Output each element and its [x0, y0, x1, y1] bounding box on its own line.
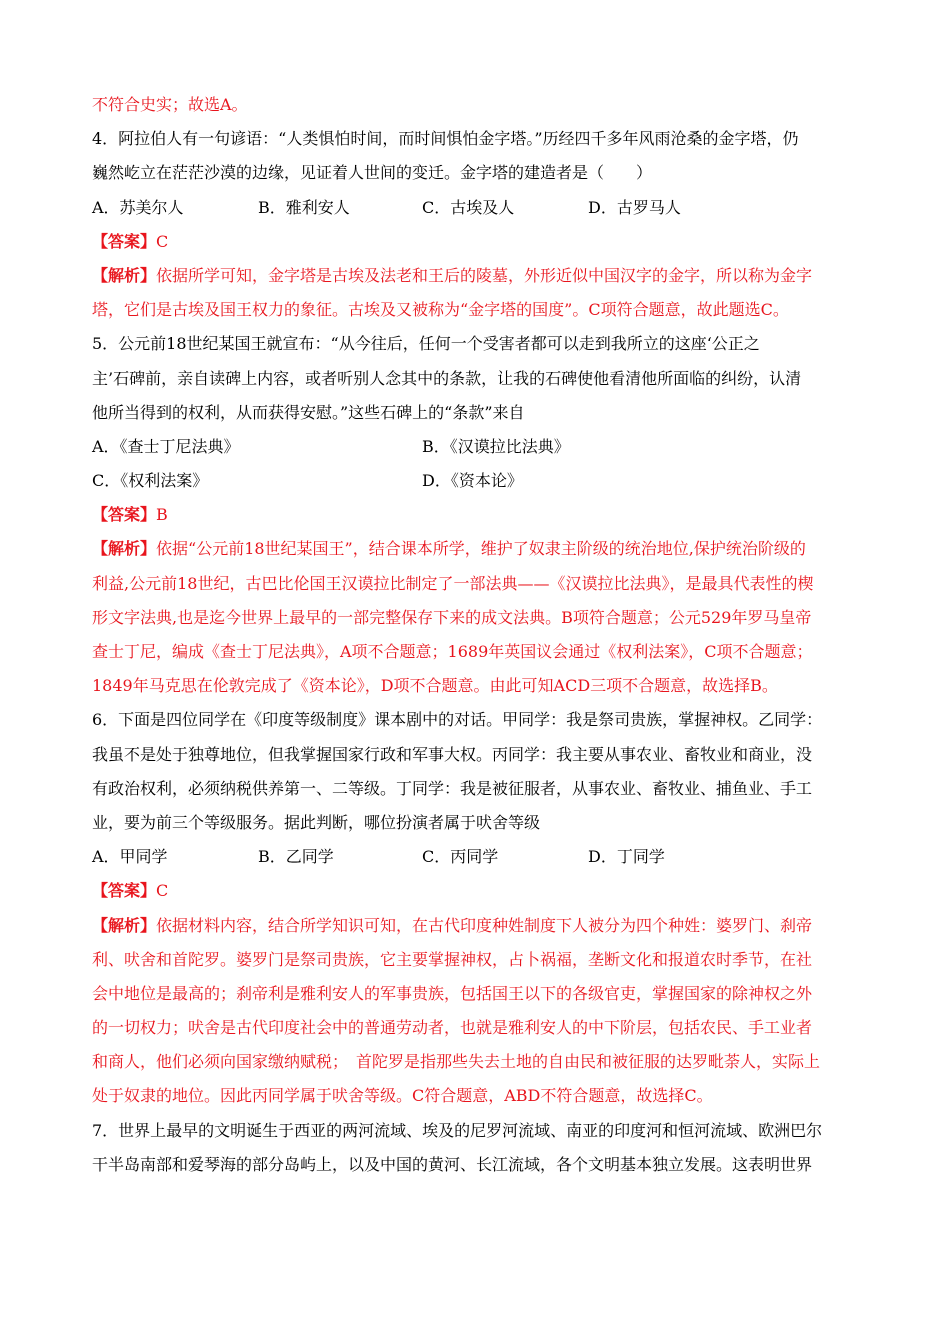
question-stem-line: 有政治权利，必须纳税供养第一、二等级。丁同学：我是被征服者，从事农业、畜牧业、捕鱼业、手工: [92, 778, 813, 798]
analysis-line: 利、吠舍和首陀罗。婆罗门是祭司贵族，它主要掌握神权，占卜祸福，垄断文化和报道农时季节，在社: [92, 949, 813, 969]
answer-tag: 【答案】: [92, 505, 157, 525]
option-d: D．《资本论》: [422, 471, 523, 491]
analysis-tag: 【解析】: [92, 265, 157, 285]
option-c: C．古埃及人: [422, 197, 515, 217]
answer-line: [92, 225, 858, 259]
analysis-line: 利益,公元前18世纪，古巴比伦国王汉谟拉比制定了一部法典——《汉谟拉比法典》，是最具代表性的楔: [92, 573, 814, 593]
option-d: D．丁同学: [588, 847, 665, 867]
answer-line: [92, 874, 858, 908]
analysis-text: 依据“公元前18世纪某国王”，结合课本所学，维护了奴隶主阶级的统治地位,保护统治阶级的: [156, 539, 806, 559]
options-row: [92, 191, 858, 225]
option-a: A．苏美尔人: [92, 197, 184, 217]
answer-value: B: [156, 505, 168, 525]
analysis-line: 会中地位是最高的；刹帝利是雅利安人的军事贵族，包括国王以下的各级官吏，掌握国家的除神权之外: [92, 983, 813, 1003]
option-d: D．古罗马人: [588, 197, 681, 217]
option-a: A．甲同学: [92, 847, 168, 867]
question-stem-line: 干半岛南部和爱琴海的部分岛屿上，以及中国的黄河、长江流域，各个文明基本独立发展。这表明世界: [92, 1154, 813, 1174]
previous-analysis-tail: 不符合史实；故选A。: [92, 95, 248, 114]
answer-tag: 【答案】: [92, 231, 157, 251]
question-stem-line: 6．下面是四位同学在《印度等级制度》课本剧中的对话。甲同学：我是祭司贵族，掌握神权。乙同学：: [92, 710, 823, 730]
analysis-line: [92, 909, 858, 943]
analysis-text: 依据材料内容，结合所学知识可知，在古代印度种姓制度下人被分为四个种姓：婆罗门、刹帝: [156, 915, 813, 935]
options-row: [92, 430, 858, 464]
analysis-line: 形文字法典,也是迄今世界上最早的一部完整保存下来的成文法典。B项符合题意；公元529年罗马皇帝: [92, 607, 812, 627]
options-row: [92, 464, 858, 498]
answer-value: C: [156, 881, 169, 901]
question-stem-line: 5．公元前18世纪某国王就宣布：“从今往后，任何一个受害者都可以走到我所立的这座‘公正之: [92, 334, 760, 354]
option-b: B．乙同学: [258, 847, 334, 867]
question-stem-line: 他所当得到的权利，从而获得安慰。”这些石碑上的“条款”来自: [92, 402, 525, 422]
option-c: C．丙同学: [422, 847, 499, 867]
option-c: C．《权利法案》: [92, 471, 209, 491]
analysis-line: 处于奴隶的地位。因此丙同学属于吠舍等级。C符合题意，ABD不符合题意，故选择C。: [92, 1086, 713, 1106]
analysis-line: 的一切权力；吠舍是古代印度社会中的普通劳动者，也就是雅利安人的中下阶层，包括农民、手工业者: [92, 1018, 813, 1038]
analysis-tag: 【解析】: [92, 539, 157, 559]
answer-line: [92, 498, 858, 532]
analysis-line: [92, 532, 858, 566]
question-stem-line: 7．世界上最早的文明诞生于西亚的两河流域、埃及的尼罗河流域、南亚的印度河和恒河流域、欧洲巴尔: [92, 1120, 823, 1140]
analysis-tag: 【解析】: [92, 915, 157, 935]
option-a: A．《查士丁尼法典》: [92, 436, 240, 456]
analysis-line: 1849年马克思在伦敦完成了《资本论》，D项不合题意。由此可知ACD三项不合题意，故选择B。: [92, 676, 778, 696]
question-7: [92, 1114, 858, 1182]
analysis-line: 塔，它们是古埃及国王权力的象征。古埃及又被称为“金字塔的国度”。C项符合题意，故此题选C。: [92, 300, 789, 320]
document-page: [92, 88, 858, 1182]
answer-tag: 【答案】: [92, 881, 157, 901]
option-b: B．雅利安人: [258, 197, 350, 217]
answer-value: C: [156, 231, 169, 251]
question-stem-line: 我虽不是处于独尊地位，但我掌握国家行政和军事大权。丙同学：我主要从事农业、畜牧业和商业，没: [92, 744, 813, 764]
analysis-line: 和商人，他们必须向国家缴纳赋税； 首陀罗是指那些失去土地的自由民和被征服的达罗毗荼人，实际上: [92, 1052, 821, 1072]
question-6: [92, 703, 858, 1113]
options-row: [92, 840, 858, 874]
analysis-line: [92, 259, 858, 293]
question-stem-line: 主’石碑前，亲自读碑上内容，或者听别人念其中的条款，让我的石碑使他看清他所面临的纠纷，认清: [92, 368, 802, 388]
option-b: B．《汉谟拉比法典》: [422, 436, 570, 456]
question-stem-line: 巍然屹立在茫茫沙漠的边缘，见证着人世间的变迁。金字塔的建造者是（ ）: [92, 163, 653, 183]
analysis-line: 查士丁尼，编成《查士丁尼法典》，A项不合题意；1689年英国议会通过《权利法案》，C项不合题意；: [92, 642, 813, 661]
question-stem-line: 4．阿拉伯人有一句谚语：“人类惧怕时间，而时间惧怕金字塔。”历经四千多年风雨沧桑的金字塔，仍: [92, 129, 799, 149]
question-stem-line: 业，要为前三个等级服务。据此判断，哪位扮演者属于吠舍等级: [92, 812, 541, 832]
analysis-text: 依据所学可知，金字塔是古埃及法老和王后的陵墓，外形近似中国汉字的金字，所以称为金字: [156, 265, 813, 285]
question-4: [92, 122, 858, 327]
question-5: [92, 327, 858, 703]
